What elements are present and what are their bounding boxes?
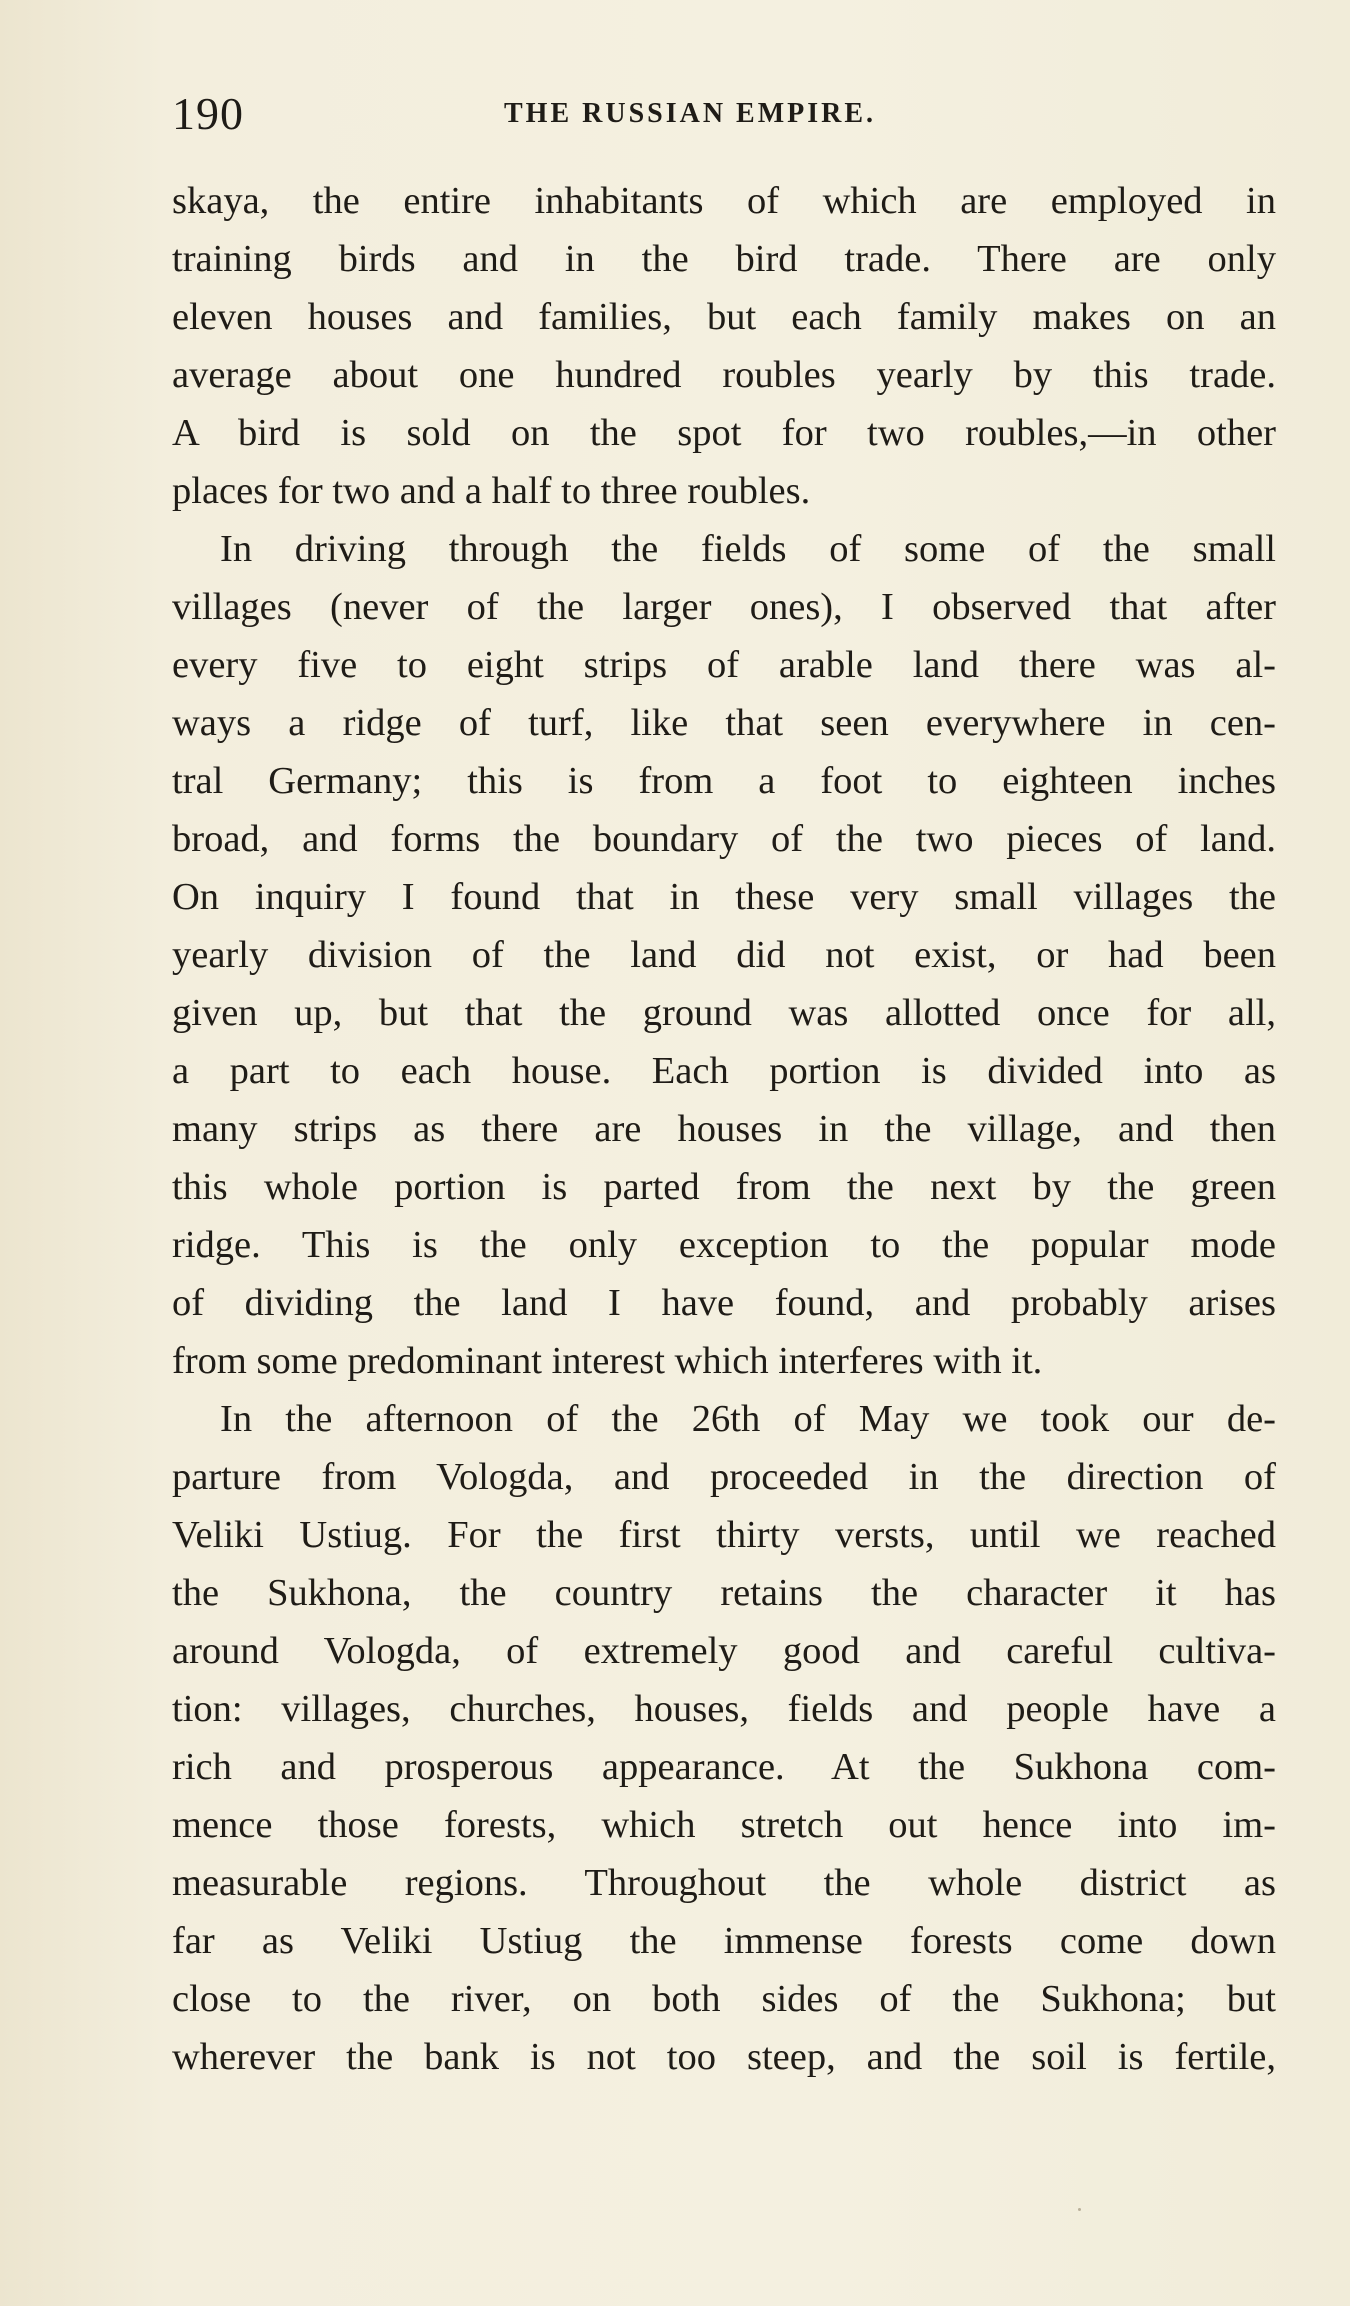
running-head <box>172 86 1276 142</box>
text-line: A bird is sold on the spot for two roubles,—in other <box>172 412 1276 454</box>
text-line: broad, and forms the boundary of the two pieces of land. <box>172 818 1276 860</box>
running-title: THE RUSSIAN EMPIRE. <box>504 98 877 129</box>
text-line: tral Germany; this is from a foot to eighteen inches <box>172 760 1276 802</box>
text-line: of dividing the land I have found, and probably arises <box>172 1282 1276 1324</box>
text-line: given up, but that the ground was allotted once for all, <box>172 992 1276 1034</box>
paper-speck <box>1078 2208 1081 2211</box>
text-line: close to the river, on both sides of the Sukhona; but <box>172 1978 1276 2020</box>
page-number: 190 <box>172 88 244 139</box>
text-line: from some predominant interest which interferes with it. <box>172 1340 1043 1382</box>
text-line: yearly division of the land did not exist, or had been <box>172 934 1276 976</box>
text-line: a part to each house. Each portion is divided into as <box>172 1050 1276 1092</box>
text-line: mence those forests, which stretch out hence into im- <box>172 1804 1276 1846</box>
text-line: places for two and a half to three roubles. <box>172 470 811 512</box>
text-line: wherever the bank is not too steep, and the soil is fertile, <box>172 2036 1276 2078</box>
text-line: villages (never of the larger ones), I observed that after <box>172 586 1276 628</box>
paragraph-start-line: In driving through the fields of some of the small <box>220 528 1276 570</box>
text-line: this whole portion is parted from the next by the green <box>172 1166 1276 1208</box>
text-line: skaya, the entire inhabitants of which are employed in <box>172 180 1276 222</box>
paragraph-start-line: In the afternoon of the 26th of May we took our de- <box>220 1398 1276 1440</box>
text-line: average about one hundred roubles yearly by this trade. <box>172 354 1276 396</box>
text-line: ways a ridge of turf, like that seen everywhere in cen- <box>172 702 1276 744</box>
text-line: Veliki Ustiug. For the first thirty versts, until we reached <box>172 1514 1276 1556</box>
text-line: every five to eight strips of arable land there was al- <box>172 644 1276 686</box>
text-line: On inquiry I found that in these very small villages the <box>172 876 1276 918</box>
text-line: tion: villages, churches, houses, fields and people have a <box>172 1688 1276 1730</box>
text-line: measurable regions. Throughout the whole district as <box>172 1862 1276 1904</box>
text-line: many strips as there are houses in the village, and then <box>172 1108 1276 1150</box>
text-line: training birds and in the bird trade. There are only <box>172 238 1276 280</box>
text-line: parture from Vologda, and proceeded in the direction of <box>172 1456 1276 1498</box>
body-text <box>172 172 1276 2086</box>
text-line: ridge. This is the only exception to the popular mode <box>172 1224 1276 1266</box>
text-line: the Sukhona, the country retains the character it has <box>172 1572 1276 1614</box>
text-line: rich and prosperous appearance. At the Sukhona com- <box>172 1746 1276 1788</box>
text-line: eleven houses and families, but each family makes on an <box>172 296 1276 338</box>
text-line: far as Veliki Ustiug the immense forests come down <box>172 1920 1276 1962</box>
text-line: around Vologda, of extremely good and careful cultiva- <box>172 1630 1276 1672</box>
